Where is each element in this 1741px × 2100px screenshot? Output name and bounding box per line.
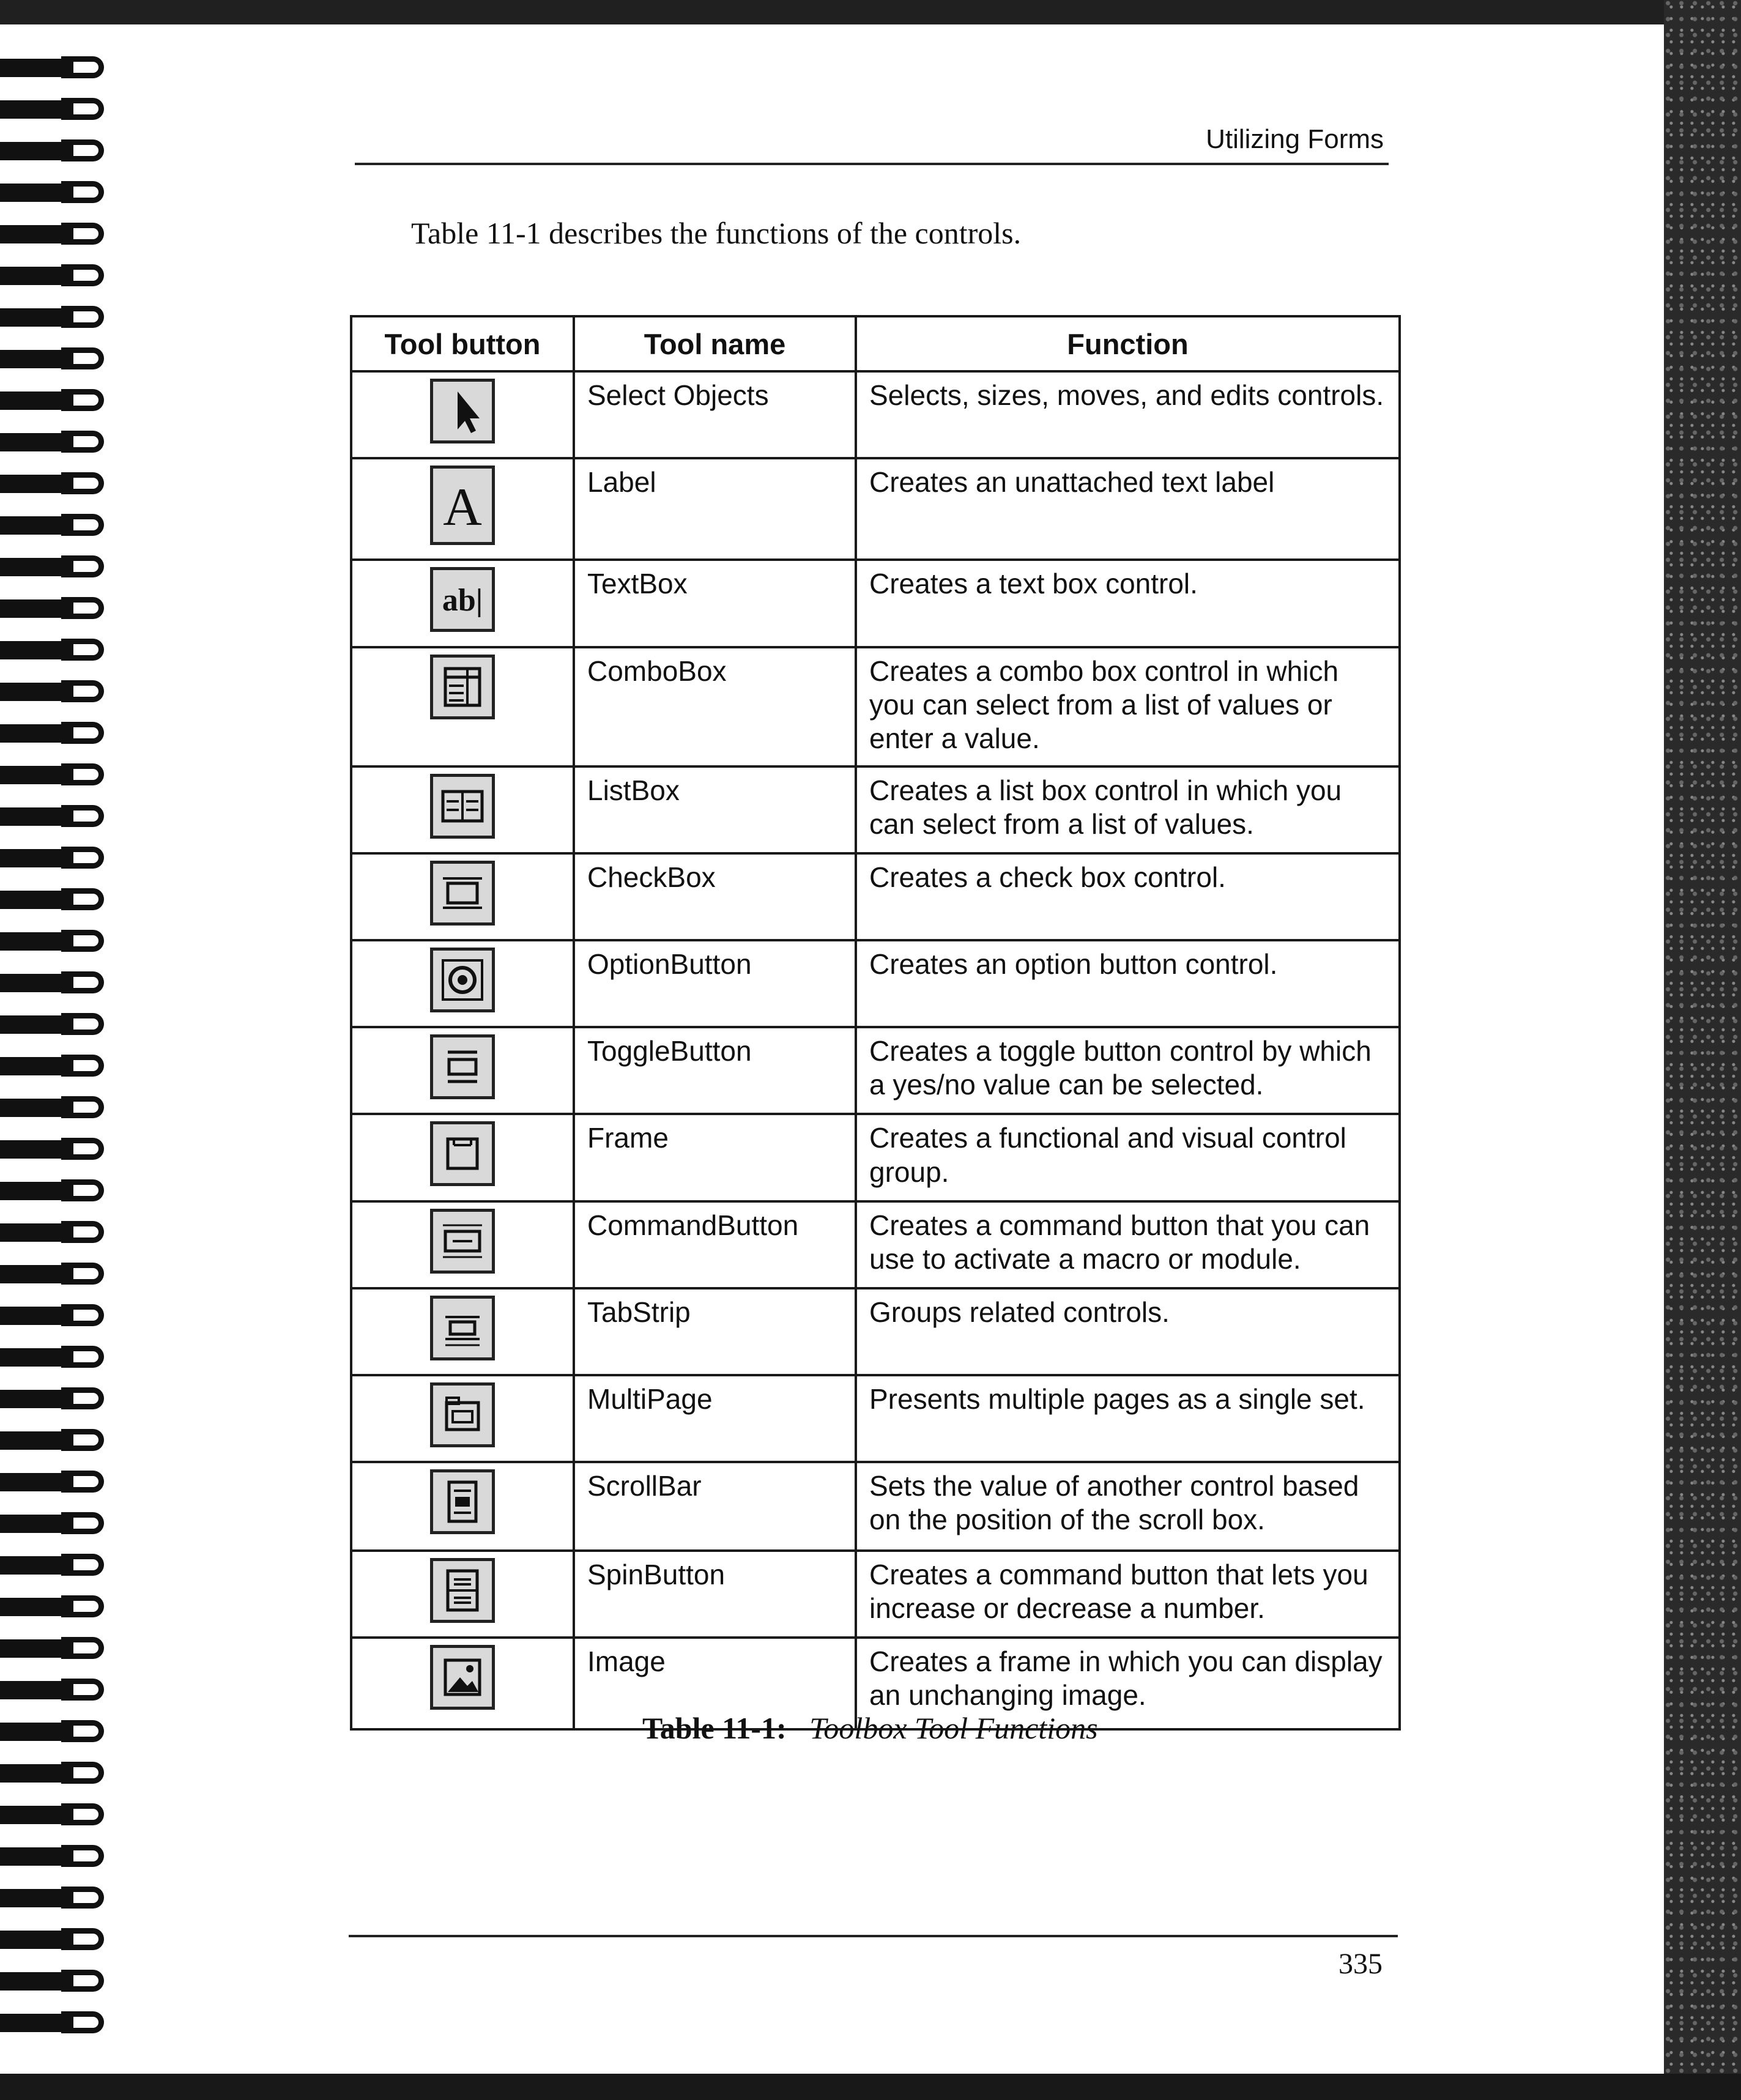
binding-coil-loop bbox=[61, 1221, 104, 1243]
binding-coil-loop bbox=[61, 1263, 104, 1285]
binding-coil-loop bbox=[61, 930, 104, 952]
tool-function-cell: Creates a text box control. bbox=[856, 560, 1400, 647]
binding-coil bbox=[0, 388, 116, 412]
spin-button-icon bbox=[430, 1558, 495, 1623]
binding-coil-loop bbox=[61, 139, 104, 161]
binding-coil bbox=[0, 2010, 116, 2035]
frame-icon bbox=[430, 1121, 495, 1186]
binding-coil-loop bbox=[61, 1595, 104, 1617]
binding-coil-loop bbox=[61, 2011, 104, 2033]
tool-name-cell: Frame bbox=[574, 1114, 856, 1201]
binding-coil-loop bbox=[61, 1179, 104, 1201]
tool-function-cell: Creates a command button that lets you increase or decrease a number. bbox=[856, 1551, 1400, 1638]
binding-coil bbox=[0, 596, 116, 620]
tool-name-cell: Image bbox=[574, 1638, 856, 1729]
binding-coil-loop bbox=[61, 1762, 104, 1784]
table-row bbox=[351, 1114, 1400, 1201]
binding-coil-loop bbox=[61, 1512, 104, 1534]
caption-label: Table 11-1: bbox=[642, 1711, 787, 1745]
binding-coil-loop bbox=[61, 514, 104, 536]
binding-coil-loop bbox=[61, 1637, 104, 1659]
binding-coil bbox=[0, 1428, 116, 1452]
table-row bbox=[351, 766, 1400, 853]
binding-coil-loop bbox=[61, 56, 104, 78]
binding-coil-loop bbox=[61, 1471, 104, 1493]
table-row bbox=[351, 1462, 1400, 1551]
binding-coil-loop bbox=[61, 597, 104, 619]
binding-coil bbox=[0, 721, 116, 745]
binding-coil bbox=[0, 887, 116, 911]
binding-coil-loop bbox=[61, 805, 104, 827]
binding-coil bbox=[0, 471, 116, 495]
toolbox-table bbox=[350, 315, 1401, 1731]
checkbox-icon bbox=[430, 861, 495, 926]
tabstrip-icon bbox=[430, 1296, 495, 1360]
binding-coil bbox=[0, 1220, 116, 1244]
binding-coil-loop bbox=[61, 306, 104, 328]
binding-coil bbox=[0, 263, 116, 288]
binding-coil bbox=[0, 1386, 116, 1411]
tool-function-cell: Creates an unattached text label bbox=[856, 458, 1400, 560]
tool-name-cell: TextBox bbox=[574, 560, 856, 647]
binding-coil bbox=[0, 554, 116, 579]
binding-coil-loop bbox=[61, 264, 104, 286]
binding-coil bbox=[0, 1885, 116, 1910]
binding-coil bbox=[0, 513, 116, 537]
binding-coil-loop bbox=[61, 763, 104, 785]
textbox-icon-text: ab| bbox=[442, 583, 483, 618]
binding-coil bbox=[0, 1053, 116, 1078]
binding-coil-loop bbox=[61, 888, 104, 910]
table-row bbox=[351, 560, 1400, 647]
table-row bbox=[351, 647, 1400, 766]
tool-name-cell: OptionButton bbox=[574, 940, 856, 1027]
tool-name-cell: TabStrip bbox=[574, 1288, 856, 1375]
binding-coil bbox=[0, 1927, 116, 1951]
toggle-button-icon bbox=[430, 1034, 495, 1099]
binding-coil bbox=[0, 1594, 116, 1619]
label-icon bbox=[430, 466, 495, 545]
binding-coil-loop bbox=[61, 722, 104, 744]
textbox-icon bbox=[430, 567, 495, 632]
listbox-icon bbox=[430, 774, 495, 839]
binding-coil-loop bbox=[61, 1387, 104, 1409]
binding-coil bbox=[0, 970, 116, 995]
binding-coil bbox=[0, 1968, 116, 1993]
label-icon-letter: A bbox=[443, 478, 482, 538]
running-header: Utilizing Forms bbox=[1206, 124, 1384, 154]
table-row bbox=[351, 458, 1400, 560]
binding-coil-loop bbox=[61, 680, 104, 702]
binding-coil bbox=[0, 1719, 116, 1743]
table-row bbox=[351, 853, 1400, 940]
binding-coil-loop bbox=[61, 1304, 104, 1326]
binding-coil bbox=[0, 1178, 116, 1203]
tool-name-cell: SpinButton bbox=[574, 1551, 856, 1638]
command-button-icon bbox=[430, 1209, 495, 1274]
table-header-row bbox=[351, 316, 1400, 371]
header-rule bbox=[355, 163, 1389, 165]
binding-coil-loop bbox=[61, 847, 104, 869]
select-objects-icon bbox=[430, 379, 495, 443]
binding-coil bbox=[0, 180, 116, 204]
binding-coil-loop bbox=[61, 223, 104, 245]
binding-coil bbox=[0, 346, 116, 371]
tool-function-cell: Groups related controls. bbox=[856, 1288, 1400, 1375]
caption-space bbox=[794, 1711, 802, 1745]
page-number: 335 bbox=[1338, 1948, 1383, 1980]
binding-coil bbox=[0, 1137, 116, 1161]
binding-coil-loop bbox=[61, 1845, 104, 1867]
tool-function-cell: Creates a list box control in which you can select from a list of values. bbox=[856, 766, 1400, 853]
option-button-icon bbox=[430, 948, 495, 1012]
binding-coil bbox=[0, 1802, 116, 1827]
tool-function-cell: Creates a combo box control in which you can select from a list of values or enter a value. bbox=[856, 647, 1400, 766]
tool-function-cell: Creates a toggle button control by which a yes/no value can be selected. bbox=[856, 1027, 1400, 1114]
binding-coil-loop bbox=[61, 639, 104, 661]
binding-coil bbox=[0, 1636, 116, 1660]
binding-coil-loop bbox=[61, 1928, 104, 1950]
binding-coil bbox=[0, 429, 116, 454]
binding-coil-loop bbox=[61, 971, 104, 993]
tool-function-cell: Sets the value of another control based on the position of the scroll box. bbox=[856, 1462, 1400, 1551]
binding-coil bbox=[0, 929, 116, 953]
scan-right-edge bbox=[1664, 0, 1741, 2100]
binding-coil-loop bbox=[61, 1720, 104, 1742]
binding-coil-loop bbox=[61, 1096, 104, 1118]
binding-coil bbox=[0, 305, 116, 329]
tool-function-cell: Creates a check box control. bbox=[856, 853, 1400, 940]
binding-coil bbox=[0, 1095, 116, 1119]
table-row bbox=[351, 1027, 1400, 1114]
tool-name-cell: MultiPage bbox=[574, 1375, 856, 1462]
binding-coil bbox=[0, 1677, 116, 1702]
table-caption bbox=[642, 1710, 1315, 1746]
tool-name-cell: CommandButton bbox=[574, 1201, 856, 1288]
binding-coil-loop bbox=[61, 389, 104, 411]
binding-coil-loop bbox=[61, 1013, 104, 1035]
tool-name-cell: ComboBox bbox=[574, 647, 856, 766]
tool-name-cell: Select Objects bbox=[574, 371, 856, 458]
table-row bbox=[351, 940, 1400, 1027]
binding-coil-loop bbox=[61, 1887, 104, 1909]
binding-coil-loop bbox=[61, 472, 104, 494]
multipage-icon bbox=[430, 1382, 495, 1447]
tool-name-cell: CheckBox bbox=[574, 853, 856, 940]
binding-coil bbox=[0, 1345, 116, 1369]
footer-rule bbox=[349, 1935, 1398, 1937]
binding-coil bbox=[0, 1761, 116, 1785]
binding-coil bbox=[0, 1012, 116, 1036]
column-header-tool-name: Tool name bbox=[574, 316, 856, 371]
caption-title: Toolbox Tool Functions bbox=[809, 1711, 1098, 1745]
column-header-function: Function bbox=[856, 316, 1400, 371]
tool-function-cell: Creates a frame in which you can display an unchanging image. bbox=[856, 1638, 1400, 1729]
scrollbar-icon bbox=[430, 1469, 495, 1534]
binding-coil-loop bbox=[61, 431, 104, 453]
tool-name-cell: ToggleButton bbox=[574, 1027, 856, 1114]
intro-paragraph: Table 11-1 describes the functions of the controls. bbox=[411, 216, 1022, 250]
table-row bbox=[351, 1375, 1400, 1462]
tool-name-cell: ListBox bbox=[574, 766, 856, 853]
binding-coil-loop bbox=[61, 1429, 104, 1451]
binding-coil bbox=[0, 1261, 116, 1286]
tool-function-cell: Presents multiple pages as a single set. bbox=[856, 1375, 1400, 1462]
binding-coil-loop bbox=[61, 1138, 104, 1160]
table-row bbox=[351, 1551, 1400, 1638]
binding-coil-loop bbox=[61, 1679, 104, 1701]
binding-coil-loop bbox=[61, 181, 104, 203]
tool-name-cell: ScrollBar bbox=[574, 1462, 856, 1551]
binding-coil-loop bbox=[61, 1970, 104, 1992]
binding-coil bbox=[0, 679, 116, 703]
column-header-tool-button: Tool button bbox=[351, 316, 574, 371]
combobox-icon bbox=[430, 655, 495, 719]
tool-function-cell: Creates a functional and visual control group. bbox=[856, 1114, 1400, 1201]
binding-coil-loop bbox=[61, 1554, 104, 1576]
binding-coil bbox=[0, 1469, 116, 1494]
scan-top-edge bbox=[0, 0, 1741, 24]
binding-coil-loop bbox=[61, 1346, 104, 1368]
table-row bbox=[351, 1201, 1400, 1288]
binding-coil-loop bbox=[61, 1803, 104, 1825]
binding-coil bbox=[0, 845, 116, 870]
binding-coil bbox=[0, 55, 116, 80]
binding-coil bbox=[0, 221, 116, 246]
binding-coil bbox=[0, 1303, 116, 1327]
binding-coil-loop bbox=[61, 98, 104, 120]
binding-coil bbox=[0, 1844, 116, 1868]
table-row bbox=[351, 371, 1400, 458]
binding-coil-loop bbox=[61, 1055, 104, 1077]
tool-name-cell: Label bbox=[574, 458, 856, 560]
binding-coil bbox=[0, 1553, 116, 1577]
spiral-binding bbox=[0, 55, 116, 2061]
binding-coil-loop bbox=[61, 347, 104, 369]
table-row bbox=[351, 1288, 1400, 1375]
binding-coil bbox=[0, 762, 116, 787]
image-icon bbox=[430, 1645, 495, 1710]
binding-coil-loop bbox=[61, 555, 104, 577]
binding-coil bbox=[0, 1511, 116, 1535]
tool-function-cell: Creates a command button that you can use to activate a macro or module. bbox=[856, 1201, 1400, 1288]
tool-function-cell: Selects, sizes, moves, and edits controls. bbox=[856, 371, 1400, 458]
binding-coil bbox=[0, 637, 116, 662]
tool-function-cell: Creates an option button control. bbox=[856, 940, 1400, 1027]
binding-coil bbox=[0, 138, 116, 163]
scan-bottom-edge bbox=[0, 2074, 1741, 2100]
binding-coil bbox=[0, 804, 116, 828]
binding-coil bbox=[0, 97, 116, 121]
